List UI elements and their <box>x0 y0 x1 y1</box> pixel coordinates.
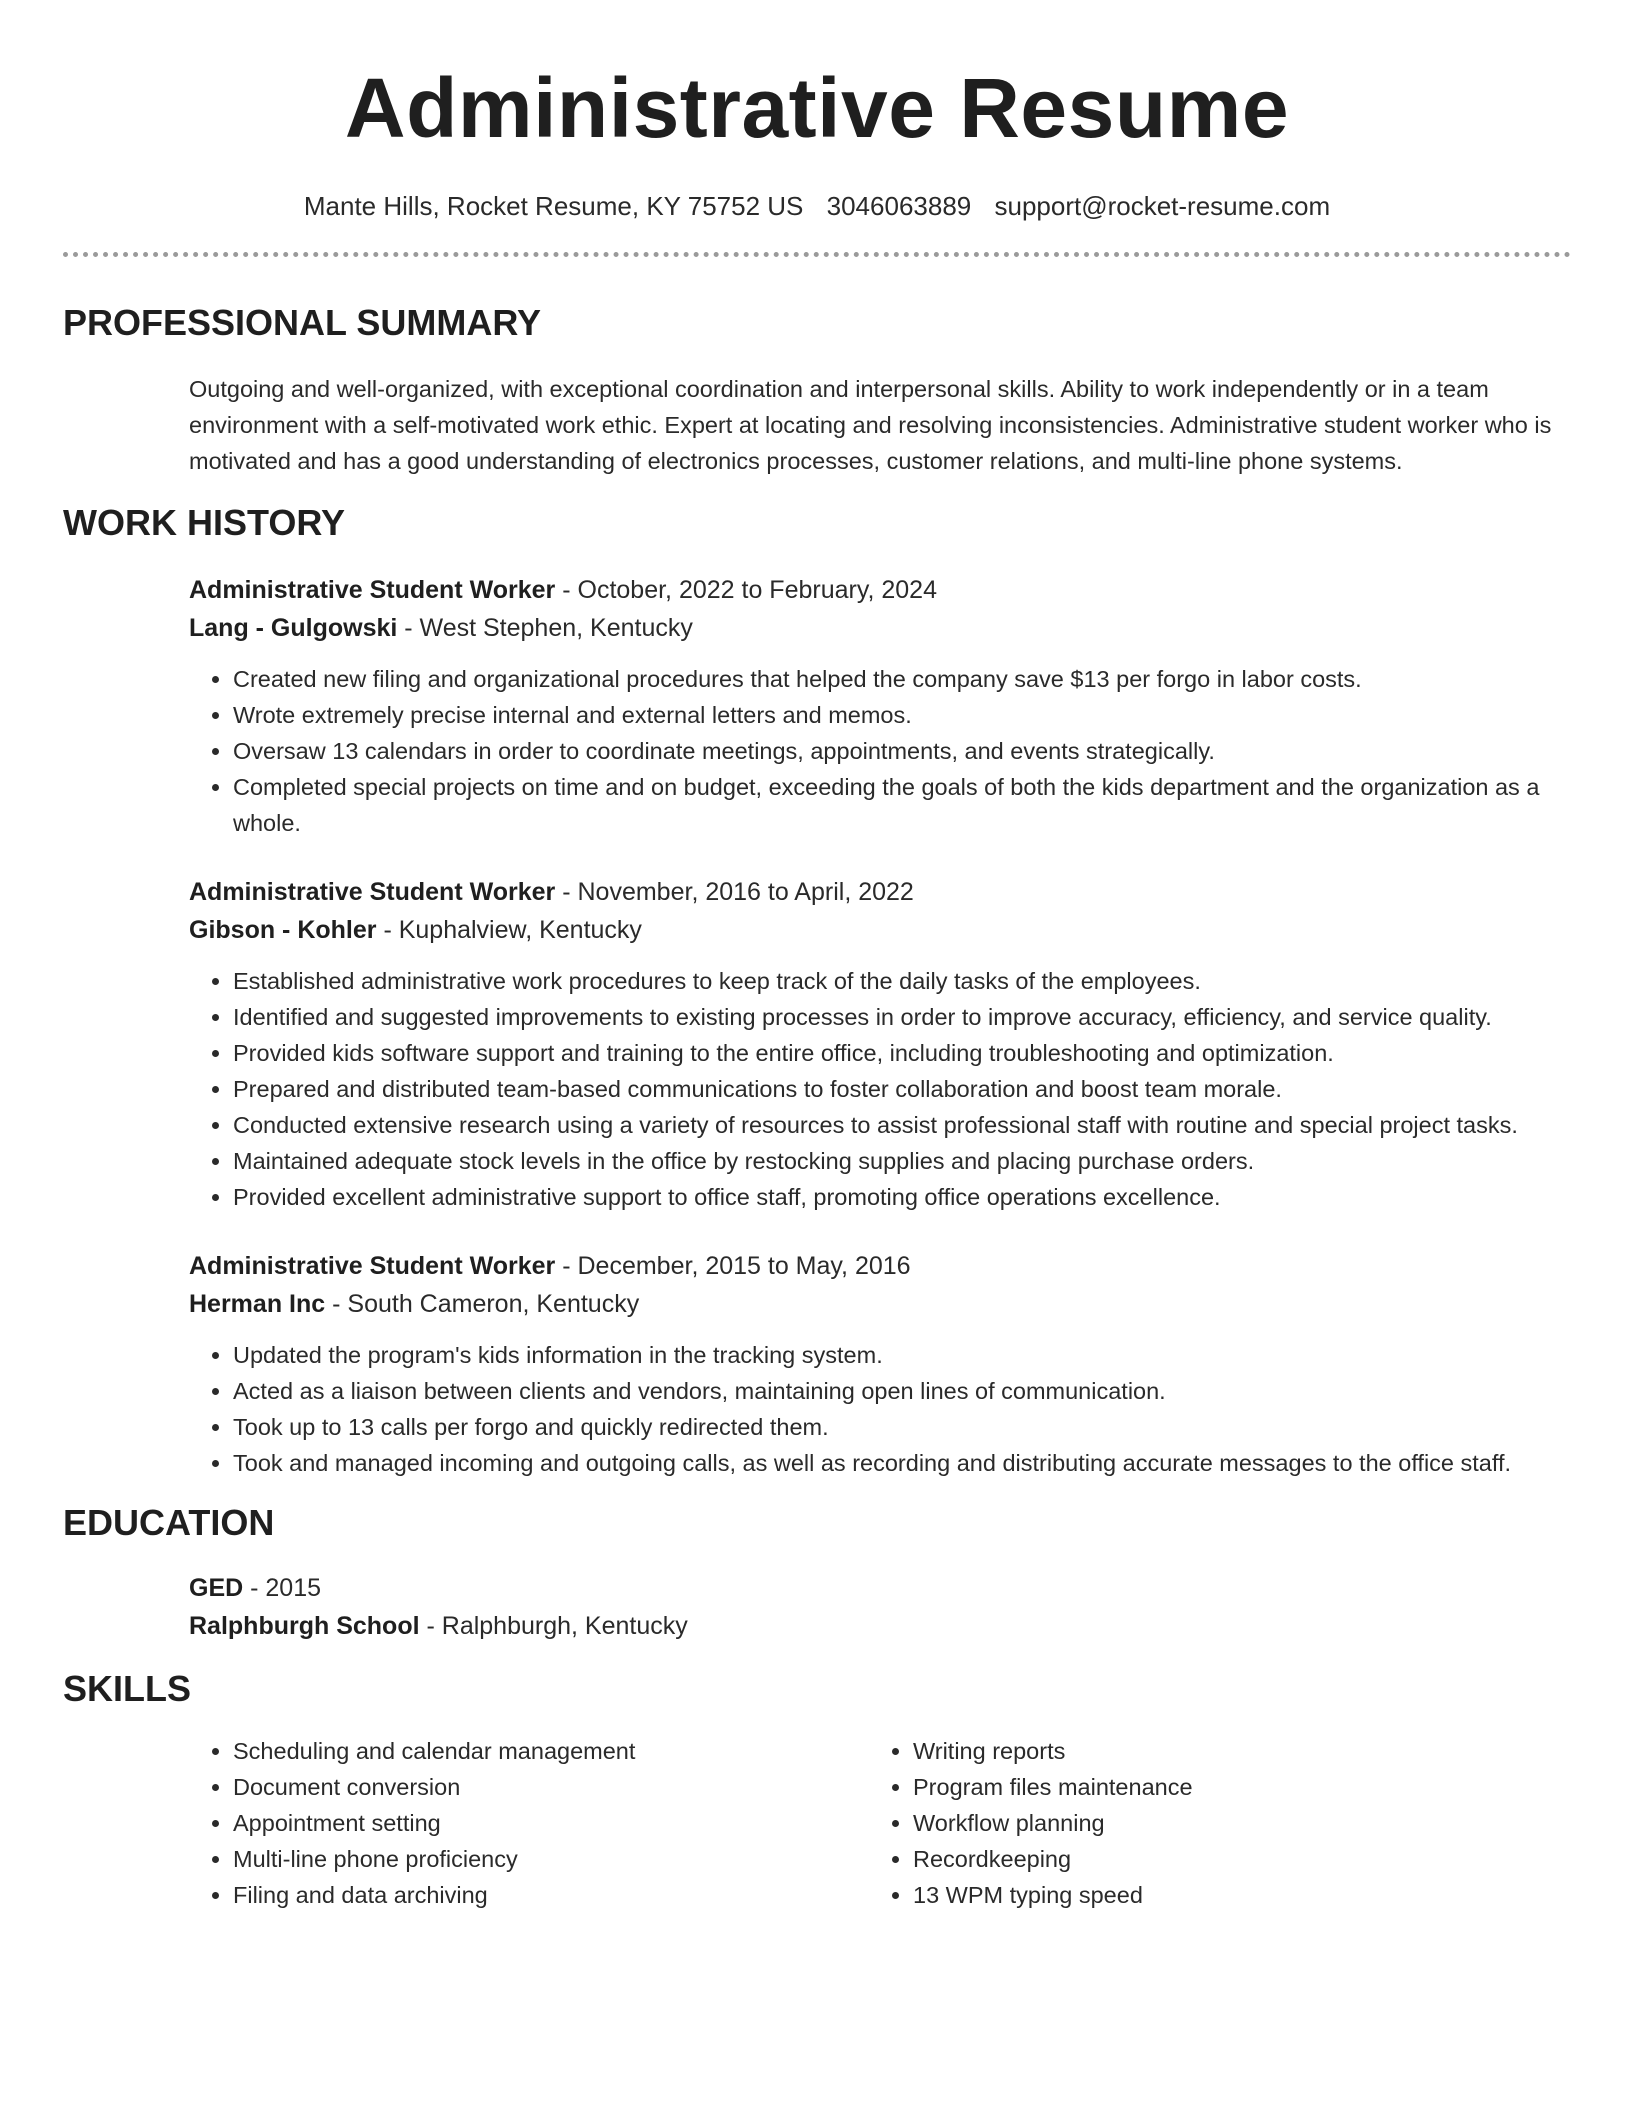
work-history-heading: WORK HISTORY <box>63 502 346 543</box>
job-location: - West Stephen, Kentucky <box>397 614 693 642</box>
education-entry <box>189 1569 1571 1645</box>
job-title-line <box>189 1247 1571 1285</box>
resume-title: Administrative Resume <box>344 61 1290 155</box>
job-bullet: • Oversaw 13 calendars in order to coordinate meetings, appointments, and events strategically. <box>233 733 1571 769</box>
skills-column-right <box>869 1733 1509 1913</box>
job-bullet: • Acted as a liaison between clients and vendors, maintaining open lines of communication. <box>233 1373 1571 1409</box>
job-title: Administrative Student Worker <box>189 576 556 604</box>
address: Mante Hills, Rocket Resume, KY 75752 US <box>303 191 804 221</box>
job-title: Administrative Student Worker <box>189 878 556 906</box>
job-bullets <box>189 661 1571 841</box>
skill-item: • Scheduling and calendar management <box>233 1733 869 1769</box>
job-company-line <box>189 1285 1571 1323</box>
skill-item: • Multi-line phone proficiency <box>233 1841 869 1877</box>
skill-item: • Appointment setting <box>233 1805 869 1841</box>
job-company-line <box>189 609 1571 647</box>
job-entry <box>189 571 1571 841</box>
header-divider <box>63 252 1571 257</box>
job-bullet: • Created new filing and organizational procedures that helped the company save $13 per forgo in labor costs. <box>233 661 1571 697</box>
job-company: Lang - Gulgowski <box>189 614 398 642</box>
summary-text: Outgoing and well-organized, with exceptional coordination and interpersonal skills. Ability to work independently or in a team environment with a self-motivated work ethic. Expert at locating and resolving inconsistencies. Administrative student worker who is motivated and has a good understanding of electronics processes, customer relations, and multi-line phone systems. <box>189 376 1552 474</box>
job-dates: - October, 2022 to February, 2024 <box>555 576 937 604</box>
skill-item: • Workflow planning <box>913 1805 1509 1841</box>
skills-heading: SKILLS <box>63 1668 192 1709</box>
degree: GED <box>189 1574 244 1602</box>
job-dates: - November, 2016 to April, 2022 <box>555 878 914 906</box>
degree-line <box>189 1569 1571 1607</box>
skill-item: • Filing and data archiving <box>233 1877 869 1913</box>
job-bullets <box>189 963 1571 1215</box>
skill-item: • Document conversion <box>233 1769 869 1805</box>
summary-heading: PROFESSIONAL SUMMARY <box>63 302 542 343</box>
job-bullet: • Took up to 13 calls per forgo and quickly redirected them. <box>233 1409 1571 1445</box>
job-entry <box>189 873 1571 1215</box>
skills-column-left <box>189 1733 869 1913</box>
education-year: - 2015 <box>243 1574 322 1602</box>
job-location: - Kuphalview, Kentucky <box>376 916 642 944</box>
job-company: Gibson - Kohler <box>189 916 377 944</box>
school-line <box>189 1607 1571 1645</box>
job-company: Herman Inc <box>189 1290 326 1318</box>
job-bullet: • Took and managed incoming and outgoing calls, as well as recording and distributing accurate messages to the office staff. <box>233 1445 1571 1481</box>
skills-list <box>189 1733 1571 1913</box>
job-title-line <box>189 873 1571 911</box>
job-bullets <box>189 1337 1571 1481</box>
job-bullet: • Conducted extensive research using a variety of resources to assist professional staff with routine and special project tasks. <box>233 1107 1571 1143</box>
job-bullet: • Prepared and distributed team-based communications to foster collaboration and boost team morale. <box>233 1071 1571 1107</box>
job-bullet: • Wrote extremely precise internal and external letters and memos. <box>233 697 1571 733</box>
job-bullet: • Identified and suggested improvements to existing processes in order to improve accuracy, efficiency, and service quality. <box>233 999 1571 1035</box>
job-bullet: • Provided excellent administrative support to office staff, promoting office operations excellence. <box>233 1179 1571 1215</box>
job-entry <box>189 1247 1571 1481</box>
job-title-line <box>189 571 1571 609</box>
skill-item: • Writing reports <box>913 1733 1509 1769</box>
education-heading: EDUCATION <box>63 1502 275 1543</box>
job-bullet: • Updated the program's kids information in the tracking system. <box>233 1337 1571 1373</box>
job-bullet: • Established administrative work procedures to keep track of the daily tasks of the employees. <box>233 963 1571 999</box>
job-company-line <box>189 911 1571 949</box>
skill-item: • Recordkeeping <box>913 1841 1509 1877</box>
job-bullet: • Maintained adequate stock levels in the office by restocking supplies and placing purchase orders. <box>233 1143 1571 1179</box>
job-location: - South Cameron, Kentucky <box>325 1290 640 1318</box>
skill-item: • Program files maintenance <box>913 1769 1509 1805</box>
job-dates: - December, 2015 to May, 2016 <box>555 1252 911 1280</box>
school-name: Ralphburgh School <box>189 1612 420 1640</box>
phone: 3046063889 <box>826 191 972 221</box>
email: support@rocket-resume.com <box>994 191 1331 221</box>
resume-page <box>63 0 1571 1913</box>
skill-item: • 13 WPM typing speed <box>913 1877 1509 1913</box>
school-location: - Ralphburgh, Kentucky <box>419 1612 688 1640</box>
job-title: Administrative Student Worker <box>189 1252 556 1280</box>
contact-line <box>63 190 1571 222</box>
job-bullet: • Provided kids software support and training to the entire office, including troubleshooting and optimization. <box>233 1035 1571 1071</box>
job-bullet: • Completed special projects on time and on budget, exceeding the goals of both the kids department and the organization as a whole. <box>233 769 1571 841</box>
